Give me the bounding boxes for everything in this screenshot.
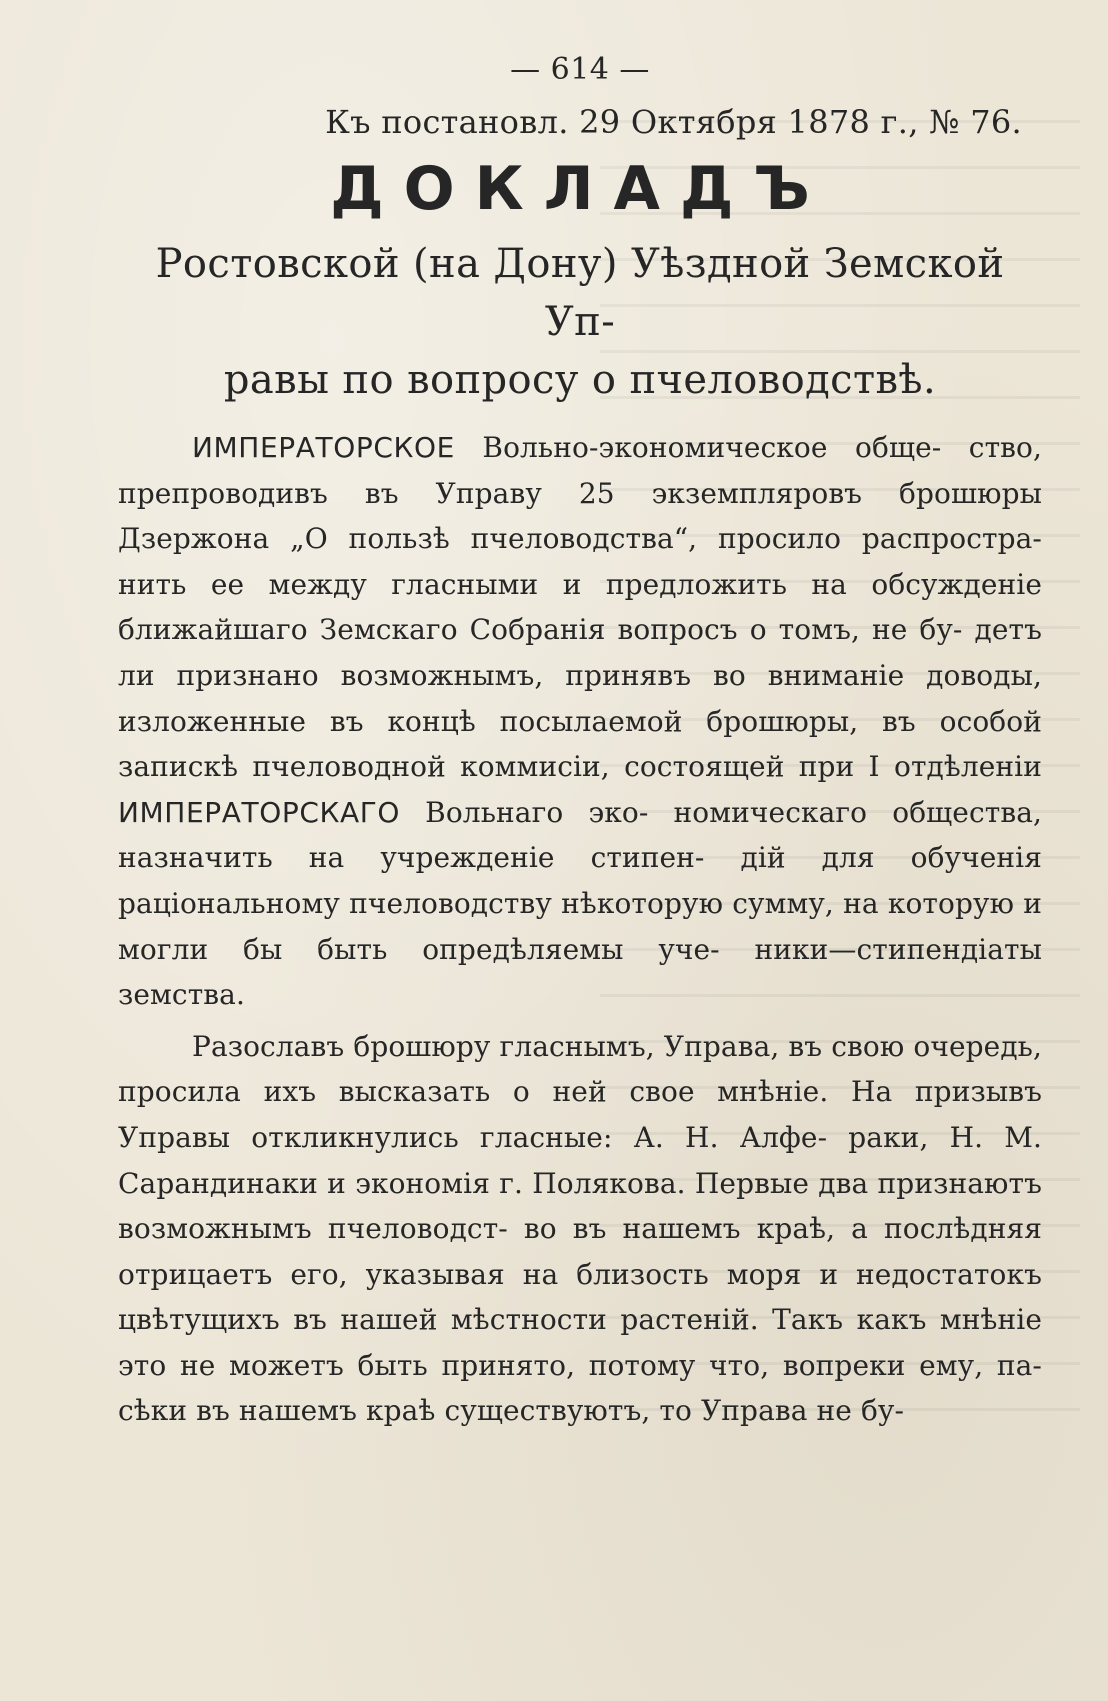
- subtitle-line-2: равы по вопросу о пчеловодствѣ.: [223, 357, 937, 403]
- document-title: ДОКЛАДЪ: [330, 154, 830, 224]
- paragraph-2: Разославъ брошюру гласнымъ, Управа, въ свою очередь, просила ихъ высказать о ней свое мнѣніе. На призывъ Управы откликнулись гласные: А. Н. Алфе- раки, Н. М. Сарандинаки и экономія г. Полякова. Первые два признаютъ возможнымъ пчеловодст- во въ нашемъ краѣ, а послѣдняя отрицаетъ его, указывая на близость моря и недостатокъ цвѣтущихъ въ нашей мѣстности растеній. Такъ какъ мнѣніе это не можетъ быть принято, потому что, вопреки ему, па- сѣки въ нашемъ краѣ существуютъ, то Управа не бу-: [118, 1029, 1042, 1428]
- page-number: — 614 —: [510, 52, 650, 87]
- subtitle-line-1: Ростовской (на Дону) Уѣздной Земской Уп-: [155, 241, 1005, 345]
- paragraph-1-caps: ИМПЕРАТОРСКАГО: [118, 795, 401, 829]
- paragraph-1: [118, 425, 1042, 1018]
- body-text: [118, 425, 1042, 1434]
- paragraph-1-text-2: Вольнаго эко- номическаго общества, назначить на учрежденіе стипен- дій для обученія раціональному пчеловодству нѣкоторую сумму, на которую и могли бы быть опредѣляемы уче- ники—стипендіаты земства.: [118, 795, 1042, 1012]
- resolution-reference: Къ постановл. 29 Октября 1878 г., № 76.: [325, 103, 1022, 141]
- paragraph-1-text-1: Вольно-экономическое обще- ство, препроводивъ въ Управу 25 экземпляровъ брошюры Дзержона „О пользѣ пчеловодства“, просило распростра- нить ее между гласными и предложить на обсужденіе ближайшаго Земскаго Собранія вопросъ о томъ, не бу- детъ ли признано возможнымъ, принявъ во вниманіе доводы, изложенные въ концѣ посылаемой брошюры, въ особой запискѣ пчеловодной коммисіи, состоящей при І отдѣленіи: [118, 431, 1042, 784]
- paragraph-1-lead: ИМПЕРАТОРСКОЕ: [192, 431, 455, 464]
- document-subtitle: [118, 235, 1042, 409]
